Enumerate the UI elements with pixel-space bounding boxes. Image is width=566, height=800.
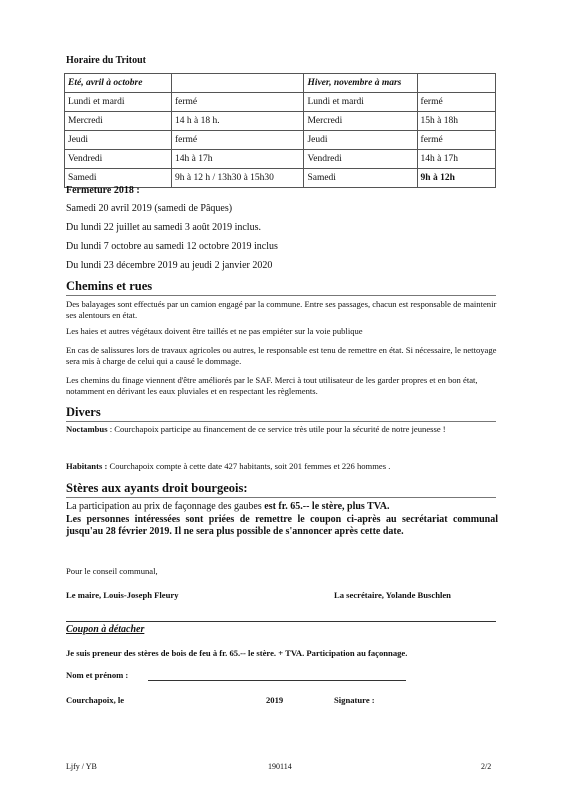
winter-header: Hiver, novembre à mars [304, 74, 417, 93]
winter-day: Mercredi [304, 112, 417, 131]
roads-title: Chemins et rues [66, 279, 153, 293]
name-label: Nom et prénom : [66, 670, 129, 680]
mayor-signature: Le maire, Louis-Joseph Fleury [66, 590, 179, 600]
winter-day: Jeudi [304, 131, 417, 150]
winter-day: Samedi [304, 169, 417, 188]
winter-hours: 15h à 18h [417, 112, 495, 131]
place-label: Courchapoix, le [66, 695, 125, 705]
section-rule [66, 497, 496, 498]
secretary-signature: La secrétaire, Yolande Buschlen [334, 590, 451, 600]
schedule-table [64, 73, 496, 188]
schedule-row [65, 150, 496, 169]
summer-hours: fermé [171, 131, 303, 150]
winter-hours: fermé [417, 131, 495, 150]
roads-paragraph: Des balayages sont effectués par un camion engagé par la commune. Entre ses passages, chacun est responsable de maintenir ses alentours en état. [66, 299, 497, 320]
schedule-row [65, 112, 496, 131]
section-rule [66, 421, 496, 422]
winter-header-empty [417, 74, 495, 93]
name-input-line[interactable] [148, 680, 406, 681]
roads-paragraph: Les haies et autres végétaux doivent être taillés et ne pas empiéter sur la voie publique [66, 326, 363, 336]
for-council: Pour le conseil communal, [66, 566, 158, 576]
misc-title: Divers [66, 405, 101, 419]
coupon-title: Coupon à détacher [66, 624, 145, 635]
schedule-title: Horaire du Tritout [66, 55, 146, 66]
schedule-row [65, 93, 496, 112]
coupon-statement: Je suis preneur des stères de bois de feu à fr. 65.-- le stère. + TVA. Participation au façonnage. [66, 648, 408, 658]
wood-title: Stères aux ayants droit bourgeois: [66, 481, 248, 495]
footer-center: 190114 [268, 762, 292, 771]
habitants-text: Courchapoix compte à cette date 427 habitants, soit 201 femmes et 226 hommes . [107, 461, 391, 471]
cut-line [66, 621, 496, 622]
summer-hours: 14 h à 18 h. [171, 112, 303, 131]
summer-hours: 14h à 17h [171, 150, 303, 169]
section-rule [66, 295, 496, 296]
winter-hours: fermé [417, 93, 495, 112]
footer-right: 2/2 [481, 762, 492, 771]
habitants-paragraph [66, 461, 498, 472]
roads-paragraph: Les chemins du finage viennent d'être améliorés par le SAF. Merci à tout utilisateur de les garder propres et en bon état, notamment en dérivant les eaux pluviales et en respectant les règlements. [66, 375, 478, 396]
wood-p1-normal: La participation au prix de façonnage des gaubes [66, 501, 265, 512]
summer-day: Mercredi [65, 112, 172, 131]
roads-paragraph: En cas de salissures lors de travaux agricoles ou autres, le responsable est tenu de remettre en état. Si nécessaire, le nettoyage sera mis à charge de celui qui a causé le dommage. [66, 345, 497, 366]
wood-paragraph-2: Les personnes intéressées sont priées de remettre le coupon ci-après au secrétariat communal jusqu'au 28 février 2019. Il ne sera plus possible de s'annoncer après cette date. [66, 514, 498, 537]
noctambus-label: Noctambus [66, 424, 108, 434]
wood-paragraph-1 [66, 501, 498, 513]
noctambus-paragraph [66, 424, 498, 435]
closure-item: Du lundi 23 décembre 2019 au jeudi 2 janvier 2020 [66, 260, 273, 271]
habitants-label: Habitants : [66, 461, 108, 471]
schedule-header-row [65, 74, 496, 93]
closure-item: Du lundi 7 octobre au samedi 12 octobre 2019 inclus [66, 241, 278, 252]
wood-p1-bold: est fr. 65.-- le stère, plus TVA. [264, 501, 390, 512]
schedule-row [65, 131, 496, 150]
noctambus-text: : Courchapoix participe au financement de ce service très utile pour la sécurité de notre jeunesse ! [107, 424, 446, 434]
summer-hours: fermé [171, 93, 303, 112]
closures-title: Fermeture 2018 : [66, 185, 140, 196]
summer-day: Vendredi [65, 150, 172, 169]
summer-day: Lundi et mardi [65, 93, 172, 112]
closure-item: Du lundi 22 juillet au samedi 3 août 2019 inclus. [66, 222, 261, 233]
closure-item: Samedi 20 avril 2019 (samedi de Pâques) [66, 203, 233, 214]
summer-day: Samedi [65, 169, 172, 188]
summer-day: Jeudi [65, 131, 172, 150]
summer-header: Eté, avril à octobre [65, 74, 172, 93]
winter-hours: 14h à 17h [417, 150, 495, 169]
year-label: 2019 [266, 695, 284, 705]
signature-label: Signature : [334, 695, 375, 705]
footer-left: Ljfy / YB [66, 762, 97, 771]
winter-day: Vendredi [304, 150, 417, 169]
summer-header-empty [171, 74, 303, 93]
winter-day: Lundi et mardi [304, 93, 417, 112]
winter-hours: 9h à 12h [417, 169, 495, 188]
summer-hours: 9h à 12 h / 13h30 à 15h30 [171, 169, 303, 188]
